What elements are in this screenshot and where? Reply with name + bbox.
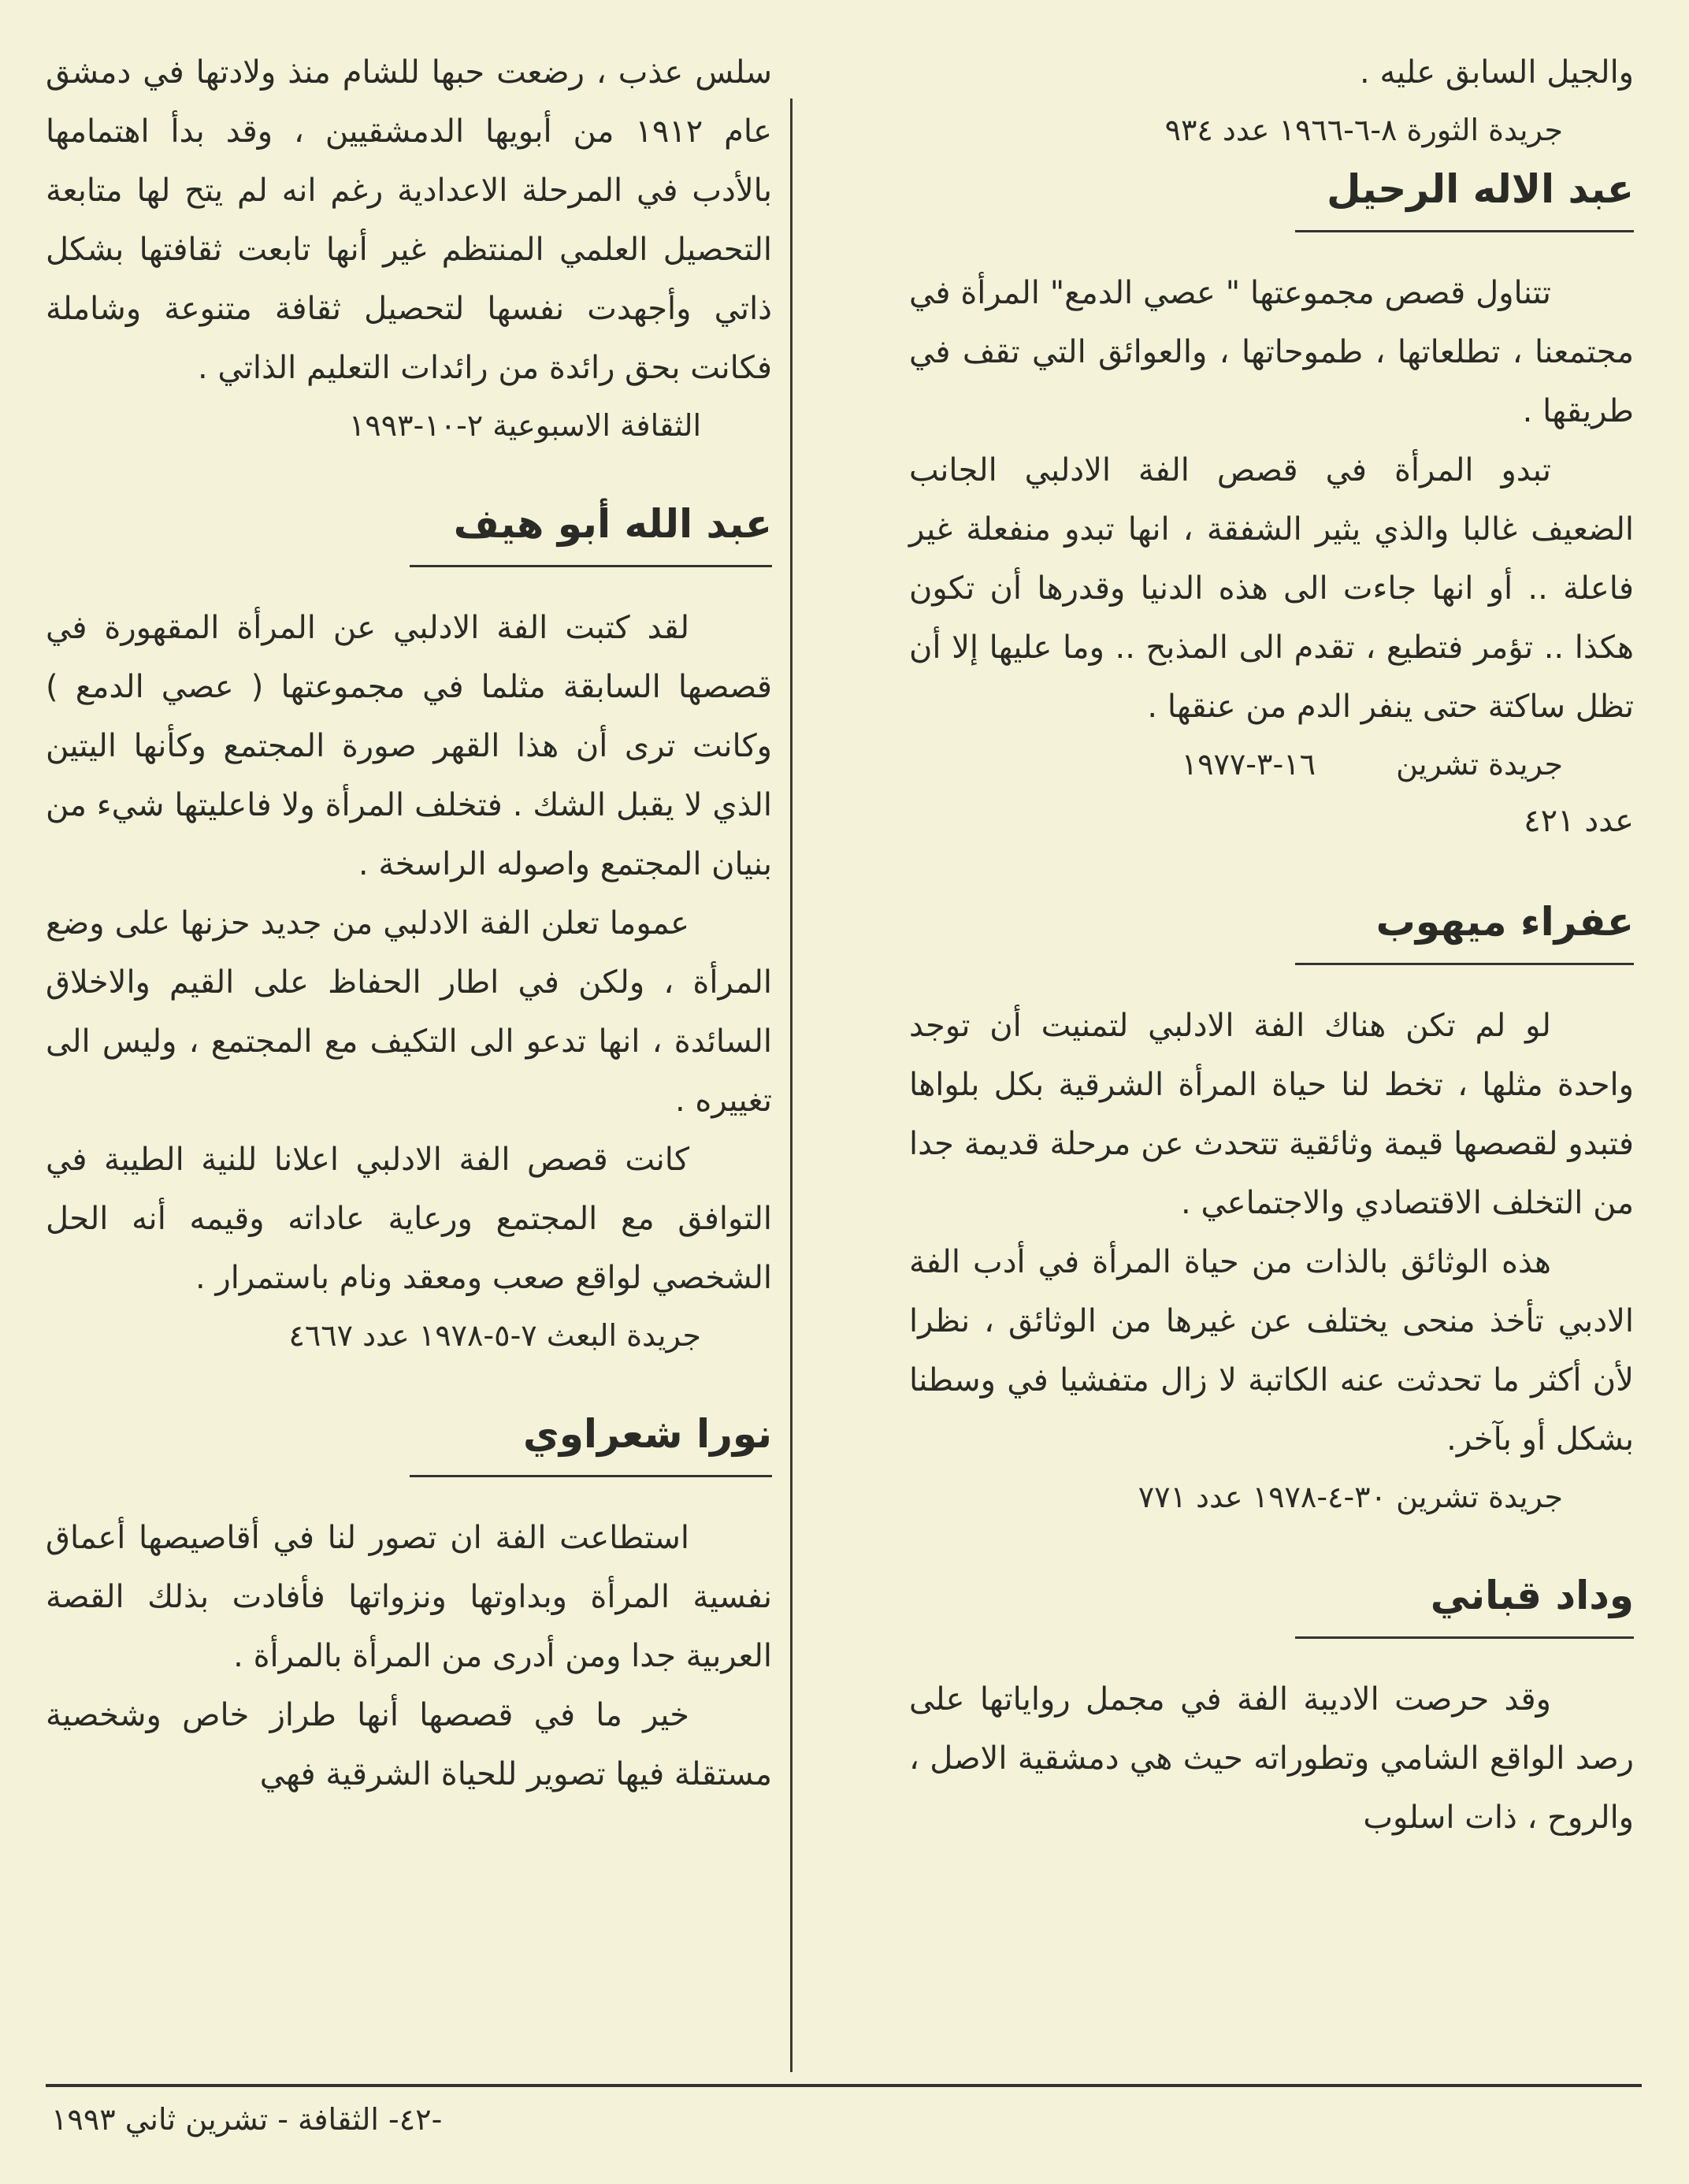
paragraph: تتناول قصص مجموعتها " عصي الدمع" المرأة في مجتمعنا ، تطلعاتها ، طموحاتها ، والعوائق التي تقف في طريقها . (909, 275, 1634, 429)
source-citation (909, 737, 1634, 792)
paragraph: وقد حرصت الاديبة الفة في مجمل رواياتها على رصد الواقع الشامي وتطوراته حيث هي دمشقية الاصل ، والروح ، ذات اسلوب (909, 1681, 1634, 1836)
heading-rule (1295, 230, 1634, 232)
paragraph: سلس عذب ، رضعت حبها للشام منذ ولادتها في دمشق عام ١٩١٢ من أبويها الدمشقيين ، وقد بدأ اهتمامها بالأدب في المرحلة الاعدادية رغم انه لم يتح لها متابعة التحصيل العلمي المنتظم غير أنها تابعت ثقافتها بشكل ذاتي وأجهدت نفسها لتحصيل ثقافة متنوعة وشاملة فكانت بحق رائدة من رائدات التعليم الذاتي . (46, 54, 772, 386)
source-date: ١٦-٣-١٩٧٧ (1181, 747, 1316, 782)
source-citation: الثقافة الاسبوعية ٢-١٠-١٩٩٣ (348, 408, 701, 443)
paragraph: لو لم تكن هناك الفة الادلبي لتمنيت أن توجد واحدة مثلها ، تخط لنا حياة المرأة الشرقية بكل بلواها فتبدو لقصصها قيمة وثائقية تتحدث عن مرحلة قديمة جدا من التخلف الاقتصادي والاجتماعي . (909, 1008, 1634, 1221)
column-divider (790, 98, 793, 2072)
source-citation: جريدة الثورة ٨-٦-١٩٦٦ عدد ٩٣٤ (1164, 113, 1563, 147)
paragraph: كانت قصص الفة الادلبي اعلانا للنية الطيبة في التوافق مع المجتمع ورعاية عاداته وقيمه أنه الحل الشخصي لواقع صعب ومعقد ونام باستمرار . (46, 1142, 772, 1296)
right-column (909, 43, 1634, 1848)
section-heading: وداد قباني (1430, 1573, 1634, 1618)
paragraph: تبدو المرأة في قصص الفة الادلبي الجانب الضعيف غالبا والذي يثير الشفقة ، انها تبدو منفعلة غير فاعلة .. أو انها جاءت الى هذه الدنيا وقدرها أن تكون هكذا .. تؤمر فتطيع ، تقدم الى المذبح .. وما عليها إلا أن تظل ساكتة حتى ينفر الدم من عنقها . (909, 452, 1634, 725)
paragraph: عموما تعلن الفة الادلبي من جديد حزنها على وضع المرأة ، ولكن في اطار الحفاظ على القيم والاخلاق السائدة ، انها تدعو الى التكيف مع المجتمع ، وليس الى تغييره . (46, 905, 772, 1119)
heading-rule (1295, 963, 1634, 965)
source-citation: جريدة تشرين ٣٠-٤-١٩٧٨ عدد ٧٧١ (1138, 1480, 1563, 1514)
section-heading: عبد الاله الرحيل (1327, 166, 1634, 212)
heading-rule (410, 565, 772, 567)
source-name: جريدة تشرين (1396, 747, 1563, 782)
heading-rule (410, 1475, 772, 1477)
section-heading: عفراء ميهوب (1375, 899, 1634, 945)
footer-rule (46, 2084, 1642, 2087)
text-line: والجيل السابق عليه . (1360, 54, 1634, 91)
paragraph: لقد كتبت الفة الادلبي عن المرأة المقهورة في قصصها السابقة مثلما في مجموعتها ( عصي الدمع ) وكانت ترى أن هذا القهر صورة المجتمع وكأنها اليتين الذي لا يقبل الشك . فتخلف المرأة ولا فاعليتها شيء من بنيان المجتمع واصوله الراسخة . (46, 610, 772, 882)
paragraph: هذه الوثائق بالذات من حياة المرأة في أدب الفة الادبي تأخذ منحى يختلف عن غيرها من الوثائق ، نظرا لأن أكثر ما تحدثت عنه الكاتبة لا زال متفشيا في وسطنا بشكل أو بآخر. (909, 1244, 1634, 1458)
paragraph: استطاعت الفة ان تصور لنا في أقاصيصها أعماق نفسية المرأة وبداوتها ونزواتها فأفادت بذلك القصة العربية جدا ومن أدرى من المرأة بالمرأة . (46, 1520, 772, 1674)
page-footer: -٤٢- الثقافة - تشرين ثاني ١٩٩٣ (51, 2102, 443, 2137)
paragraph: خير ما في قصصها أنها طراز خاص وشخصية مستقلة فيها تصوير للحياة الشرقية فهي (46, 1697, 772, 1792)
left-column (46, 43, 772, 1804)
source-issue: عدد ٤٢١ (1524, 803, 1634, 839)
section-heading: نورا شعراوي (523, 1411, 772, 1457)
heading-rule (1295, 1636, 1634, 1639)
source-citation: جريدة البعث ٧-٥-١٩٧٨ عدد ٤٦٦٧ (288, 1318, 701, 1353)
section-heading: عبد الله أبو هيف (453, 501, 772, 547)
